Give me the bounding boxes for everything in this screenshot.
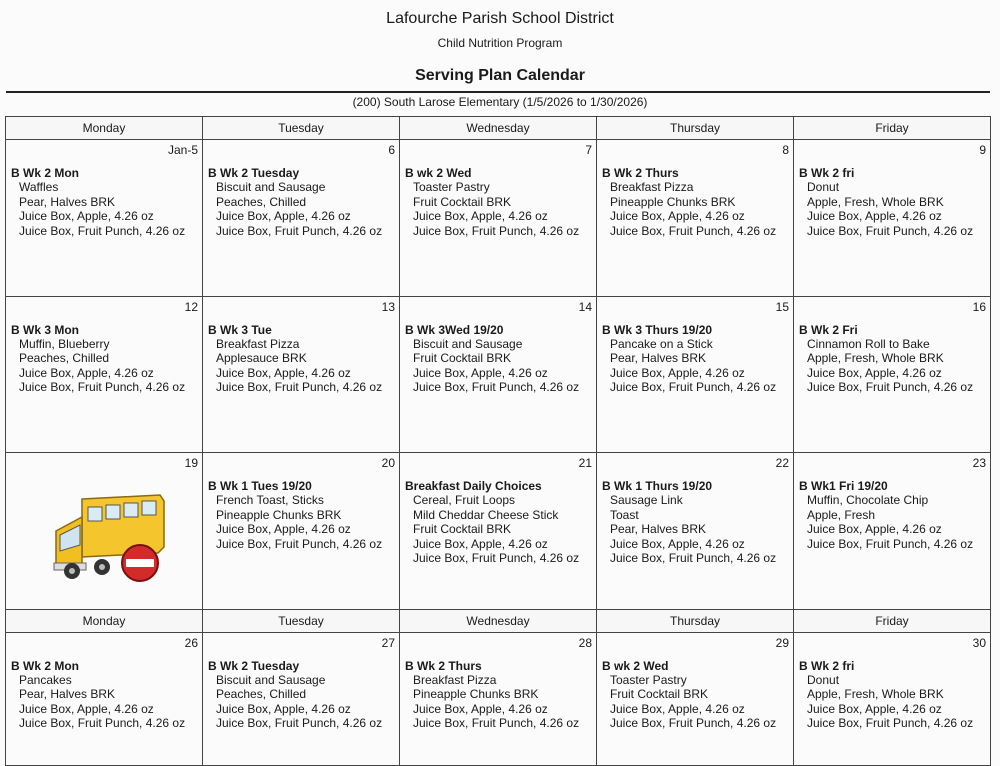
menu-item: Juice Box, Apple, 4.26 oz — [413, 209, 548, 224]
menu-item: Juice Box, Fruit Punch, 4.26 oz — [807, 536, 974, 551]
menu-item: Juice Box, Fruit Punch, 4.26 oz — [19, 380, 186, 395]
date-number: 19 — [184, 456, 198, 471]
menu-item: Pineapple Chunks BRK — [610, 194, 736, 209]
day-cell — [597, 140, 794, 296]
menu-item: Toaster Pastry — [610, 672, 687, 687]
menu-items — [400, 493, 596, 566]
day-header-thursday: Thursday — [597, 609, 794, 632]
menu-item: Juice Box, Apple, 4.26 oz — [807, 209, 942, 224]
day-header-monday: Monday — [6, 117, 203, 140]
day-cell — [400, 453, 597, 609]
day-cell — [203, 296, 400, 452]
menu-items — [597, 673, 793, 731]
day-cell — [597, 453, 794, 609]
menu-items — [203, 337, 399, 395]
menu-items — [794, 337, 990, 395]
menu-item: Waffles — [19, 180, 59, 195]
menu-title: B Wk 3Wed 19/20 — [405, 322, 504, 337]
menu-item: Mild Cheddar Cheese Stick — [413, 507, 559, 522]
menu-items — [400, 337, 596, 395]
menu-item: Biscuit and Sausage — [216, 672, 326, 687]
menu-item: Breakfast Pizza — [610, 180, 694, 195]
menu-item: Juice Box, Fruit Punch, 4.26 oz — [610, 551, 777, 566]
menu-item: Juice Box, Apple, 4.26 oz — [19, 701, 154, 716]
day-header-wednesday: Wednesday — [400, 609, 597, 632]
district-name: Lafourche Parish School District — [386, 10, 614, 27]
day-cell — [6, 453, 203, 609]
menu-item: Pancakes — [19, 672, 72, 687]
menu-item: Juice Box, Apple, 4.26 oz — [807, 522, 942, 537]
week-row — [6, 296, 991, 452]
menu-item: Juice Box, Fruit Punch, 4.26 oz — [413, 716, 580, 731]
week-row — [6, 140, 991, 296]
day-cell — [794, 453, 991, 609]
date-number: 16 — [972, 299, 986, 314]
menu-item: Juice Box, Apple, 4.26 oz — [216, 365, 351, 380]
menu-title: B Wk 2 Tuesday — [208, 166, 300, 181]
school-bus-no-entry-icon — [52, 491, 167, 586]
week-row — [6, 453, 991, 609]
menu-title: B Wk1 Fri 19/20 — [799, 479, 888, 494]
date-number: 15 — [775, 299, 789, 314]
menu-item: Juice Box, Apple, 4.26 oz — [610, 209, 745, 224]
menu-item: Juice Box, Apple, 4.26 oz — [216, 701, 351, 716]
menu-items — [400, 180, 596, 238]
page-title: Serving Plan Calendar — [415, 67, 585, 84]
menu-item: Juice Box, Fruit Punch, 4.26 oz — [610, 223, 777, 238]
menu-item: Juice Box, Apple, 4.26 oz — [610, 365, 745, 380]
menu-item: Cereal, Fruit Loops — [413, 493, 516, 508]
date-number: 21 — [578, 456, 592, 471]
menu-item: Juice Box, Fruit Punch, 4.26 oz — [413, 223, 580, 238]
menu-items — [794, 180, 990, 238]
day-cell — [794, 296, 991, 452]
menu-items — [6, 180, 202, 238]
menu-item: Apple, Fresh, Whole BRK — [807, 194, 944, 209]
menu-item: Juice Box, Apple, 4.26 oz — [610, 536, 745, 551]
date-number: Jan-5 — [167, 143, 198, 158]
date-number: 28 — [578, 635, 592, 650]
date-number: 8 — [782, 143, 789, 158]
serving-calendar — [5, 116, 991, 766]
day-header-row — [6, 609, 991, 632]
day-cell — [794, 632, 991, 765]
date-number: 20 — [381, 456, 395, 471]
date-number: 12 — [184, 299, 198, 314]
menu-item: Pear, Halves BRK — [19, 687, 116, 702]
menu-item: Peaches, Chilled — [216, 194, 307, 209]
date-number: 7 — [585, 143, 592, 158]
date-number: 9 — [979, 143, 986, 158]
menu-items — [203, 493, 399, 551]
day-header-friday: Friday — [794, 609, 991, 632]
day-cell — [400, 632, 597, 765]
menu-item: Pear, Halves BRK — [610, 351, 707, 366]
menu-item: Juice Box, Apple, 4.26 oz — [610, 701, 745, 716]
menu-item: Muffin, Blueberry — [19, 336, 110, 351]
menu-items — [597, 337, 793, 395]
menu-item: Donut — [807, 180, 840, 195]
date-number: 13 — [381, 299, 395, 314]
menu-item: Juice Box, Apple, 4.26 oz — [807, 365, 942, 380]
day-cell — [6, 632, 203, 765]
menu-item: Biscuit and Sausage — [216, 180, 326, 195]
menu-item: Sausage Link — [610, 493, 683, 508]
program-name: Child Nutrition Program — [437, 36, 563, 50]
menu-item: Fruit Cocktail BRK — [413, 194, 512, 209]
menu-item: Juice Box, Fruit Punch, 4.26 oz — [216, 223, 383, 238]
menu-title: B Wk 3 Thurs 19/20 — [602, 322, 713, 337]
menu-title: B Wk 3 Mon — [11, 322, 79, 337]
menu-title: B Wk 2 Mon — [11, 658, 79, 673]
day-header-tuesday: Tuesday — [203, 609, 400, 632]
menu-title: B Wk 2 fri — [799, 166, 855, 181]
day-cell — [400, 296, 597, 452]
menu-items — [6, 337, 202, 395]
menu-title: B Wk 2 Mon — [11, 166, 79, 181]
menu-item: Pancake on a Stick — [610, 336, 713, 351]
menu-item: Fruit Cocktail BRK — [413, 351, 512, 366]
menu-item: Juice Box, Apple, 4.26 oz — [216, 522, 351, 537]
menu-item: Cinnamon Roll to Bake — [807, 336, 930, 351]
menu-title: B Wk 2 fri — [799, 658, 855, 673]
menu-item: Peaches, Chilled — [216, 687, 307, 702]
day-cell — [400, 140, 597, 296]
menu-item: Juice Box, Apple, 4.26 oz — [413, 365, 548, 380]
day-cell — [597, 296, 794, 452]
menu-item: Juice Box, Apple, 4.26 oz — [216, 209, 351, 224]
menu-title: B Wk 2 Fri — [799, 322, 858, 337]
day-header-monday: Monday — [6, 609, 203, 632]
date-number: 27 — [381, 635, 395, 650]
menu-item: Juice Box, Fruit Punch, 4.26 oz — [216, 380, 383, 395]
menu-title: B Wk 2 Thurs — [405, 658, 482, 673]
menu-item: Juice Box, Fruit Punch, 4.26 oz — [19, 716, 186, 731]
menu-item: Juice Box, Fruit Punch, 4.26 oz — [807, 380, 974, 395]
menu-items — [6, 673, 202, 731]
menu-item: Apple, Fresh, Whole BRK — [807, 687, 944, 702]
week-row — [6, 632, 991, 765]
date-number: 26 — [184, 635, 198, 650]
day-cell — [597, 632, 794, 765]
day-cell — [794, 140, 991, 296]
menu-item: Juice Box, Apple, 4.26 oz — [413, 701, 548, 716]
menu-title: B wk 2 Wed — [602, 658, 669, 673]
menu-items — [203, 180, 399, 238]
day-header-row — [6, 117, 991, 140]
date-number: 22 — [775, 456, 789, 471]
menu-item: Juice Box, Fruit Punch, 4.26 oz — [19, 223, 186, 238]
menu-title: B Wk 2 Tuesday — [208, 658, 300, 673]
menu-item: Fruit Cocktail BRK — [413, 522, 512, 537]
menu-items — [203, 673, 399, 731]
menu-item: French Toast, Sticks — [216, 493, 324, 508]
menu-item: Juice Box, Apple, 4.26 oz — [19, 365, 154, 380]
day-header-friday: Friday — [794, 117, 991, 140]
date-number: 30 — [972, 635, 986, 650]
day-header-thursday: Thursday — [597, 117, 794, 140]
day-cell — [203, 632, 400, 765]
menu-item: Peaches, Chilled — [19, 351, 110, 366]
menu-item: Juice Box, Fruit Punch, 4.26 oz — [216, 536, 383, 551]
menu-item: Fruit Cocktail BRK — [610, 687, 709, 702]
menu-item: Toast — [610, 507, 639, 522]
day-header-tuesday: Tuesday — [203, 117, 400, 140]
menu-item: Pineapple Chunks BRK — [413, 687, 539, 702]
menu-item: Apple, Fresh, Whole BRK — [807, 351, 944, 366]
menu-item: Juice Box, Fruit Punch, 4.26 oz — [413, 551, 580, 566]
date-number: 14 — [578, 299, 592, 314]
menu-title: B Wk 1 Thurs 19/20 — [602, 479, 713, 494]
menu-item: Pear, Halves BRK — [610, 522, 707, 537]
day-header-wednesday: Wednesday — [400, 117, 597, 140]
day-cell — [6, 296, 203, 452]
menu-items — [597, 180, 793, 238]
menu-items — [597, 493, 793, 566]
menu-item: Juice Box, Fruit Punch, 4.26 oz — [216, 716, 383, 731]
menu-items — [400, 673, 596, 731]
menu-item: Juice Box, Apple, 4.26 oz — [807, 701, 942, 716]
date-number: 29 — [775, 635, 789, 650]
school-date-range: (200) South Larose Elementary (1/5/2026 to 1/30/2026) — [352, 95, 648, 109]
menu-item: Breakfast Pizza — [216, 336, 300, 351]
menu-item: Donut — [807, 672, 840, 687]
menu-item: Biscuit and Sausage — [413, 336, 523, 351]
menu-item: Juice Box, Fruit Punch, 4.26 oz — [807, 716, 974, 731]
day-cell — [6, 140, 203, 296]
menu-item: Toaster Pastry — [413, 180, 490, 195]
menu-title: B Wk 1 Tues 19/20 — [208, 479, 312, 494]
menu-item: Pineapple Chunks BRK — [216, 507, 342, 522]
title-divider — [6, 91, 990, 93]
menu-item: Applesauce BRK — [216, 351, 307, 366]
date-number: 6 — [388, 143, 395, 158]
menu-item: Pear, Halves BRK — [19, 194, 116, 209]
menu-item: Juice Box, Apple, 4.26 oz — [19, 209, 154, 224]
menu-item: Juice Box, Fruit Punch, 4.26 oz — [807, 223, 974, 238]
day-cell — [203, 453, 400, 609]
menu-title: B Wk 3 Tue — [208, 322, 272, 337]
menu-item: Juice Box, Fruit Punch, 4.26 oz — [413, 380, 580, 395]
menu-title: B Wk 2 Thurs — [602, 166, 679, 181]
menu-item: Juice Box, Apple, 4.26 oz — [413, 536, 548, 551]
menu-title: Breakfast Daily Choices — [405, 479, 542, 494]
menu-item: Juice Box, Fruit Punch, 4.26 oz — [610, 380, 777, 395]
menu-item: Breakfast Pizza — [413, 672, 497, 687]
day-cell — [203, 140, 400, 296]
menu-item: Apple, Fresh — [807, 507, 876, 522]
date-number: 23 — [972, 456, 986, 471]
menu-items — [794, 673, 990, 731]
menu-title: B wk 2 Wed — [405, 166, 472, 181]
menu-item: Muffin, Chocolate Chip — [807, 493, 929, 508]
menu-items — [794, 493, 990, 551]
menu-item: Juice Box, Fruit Punch, 4.26 oz — [610, 716, 777, 731]
